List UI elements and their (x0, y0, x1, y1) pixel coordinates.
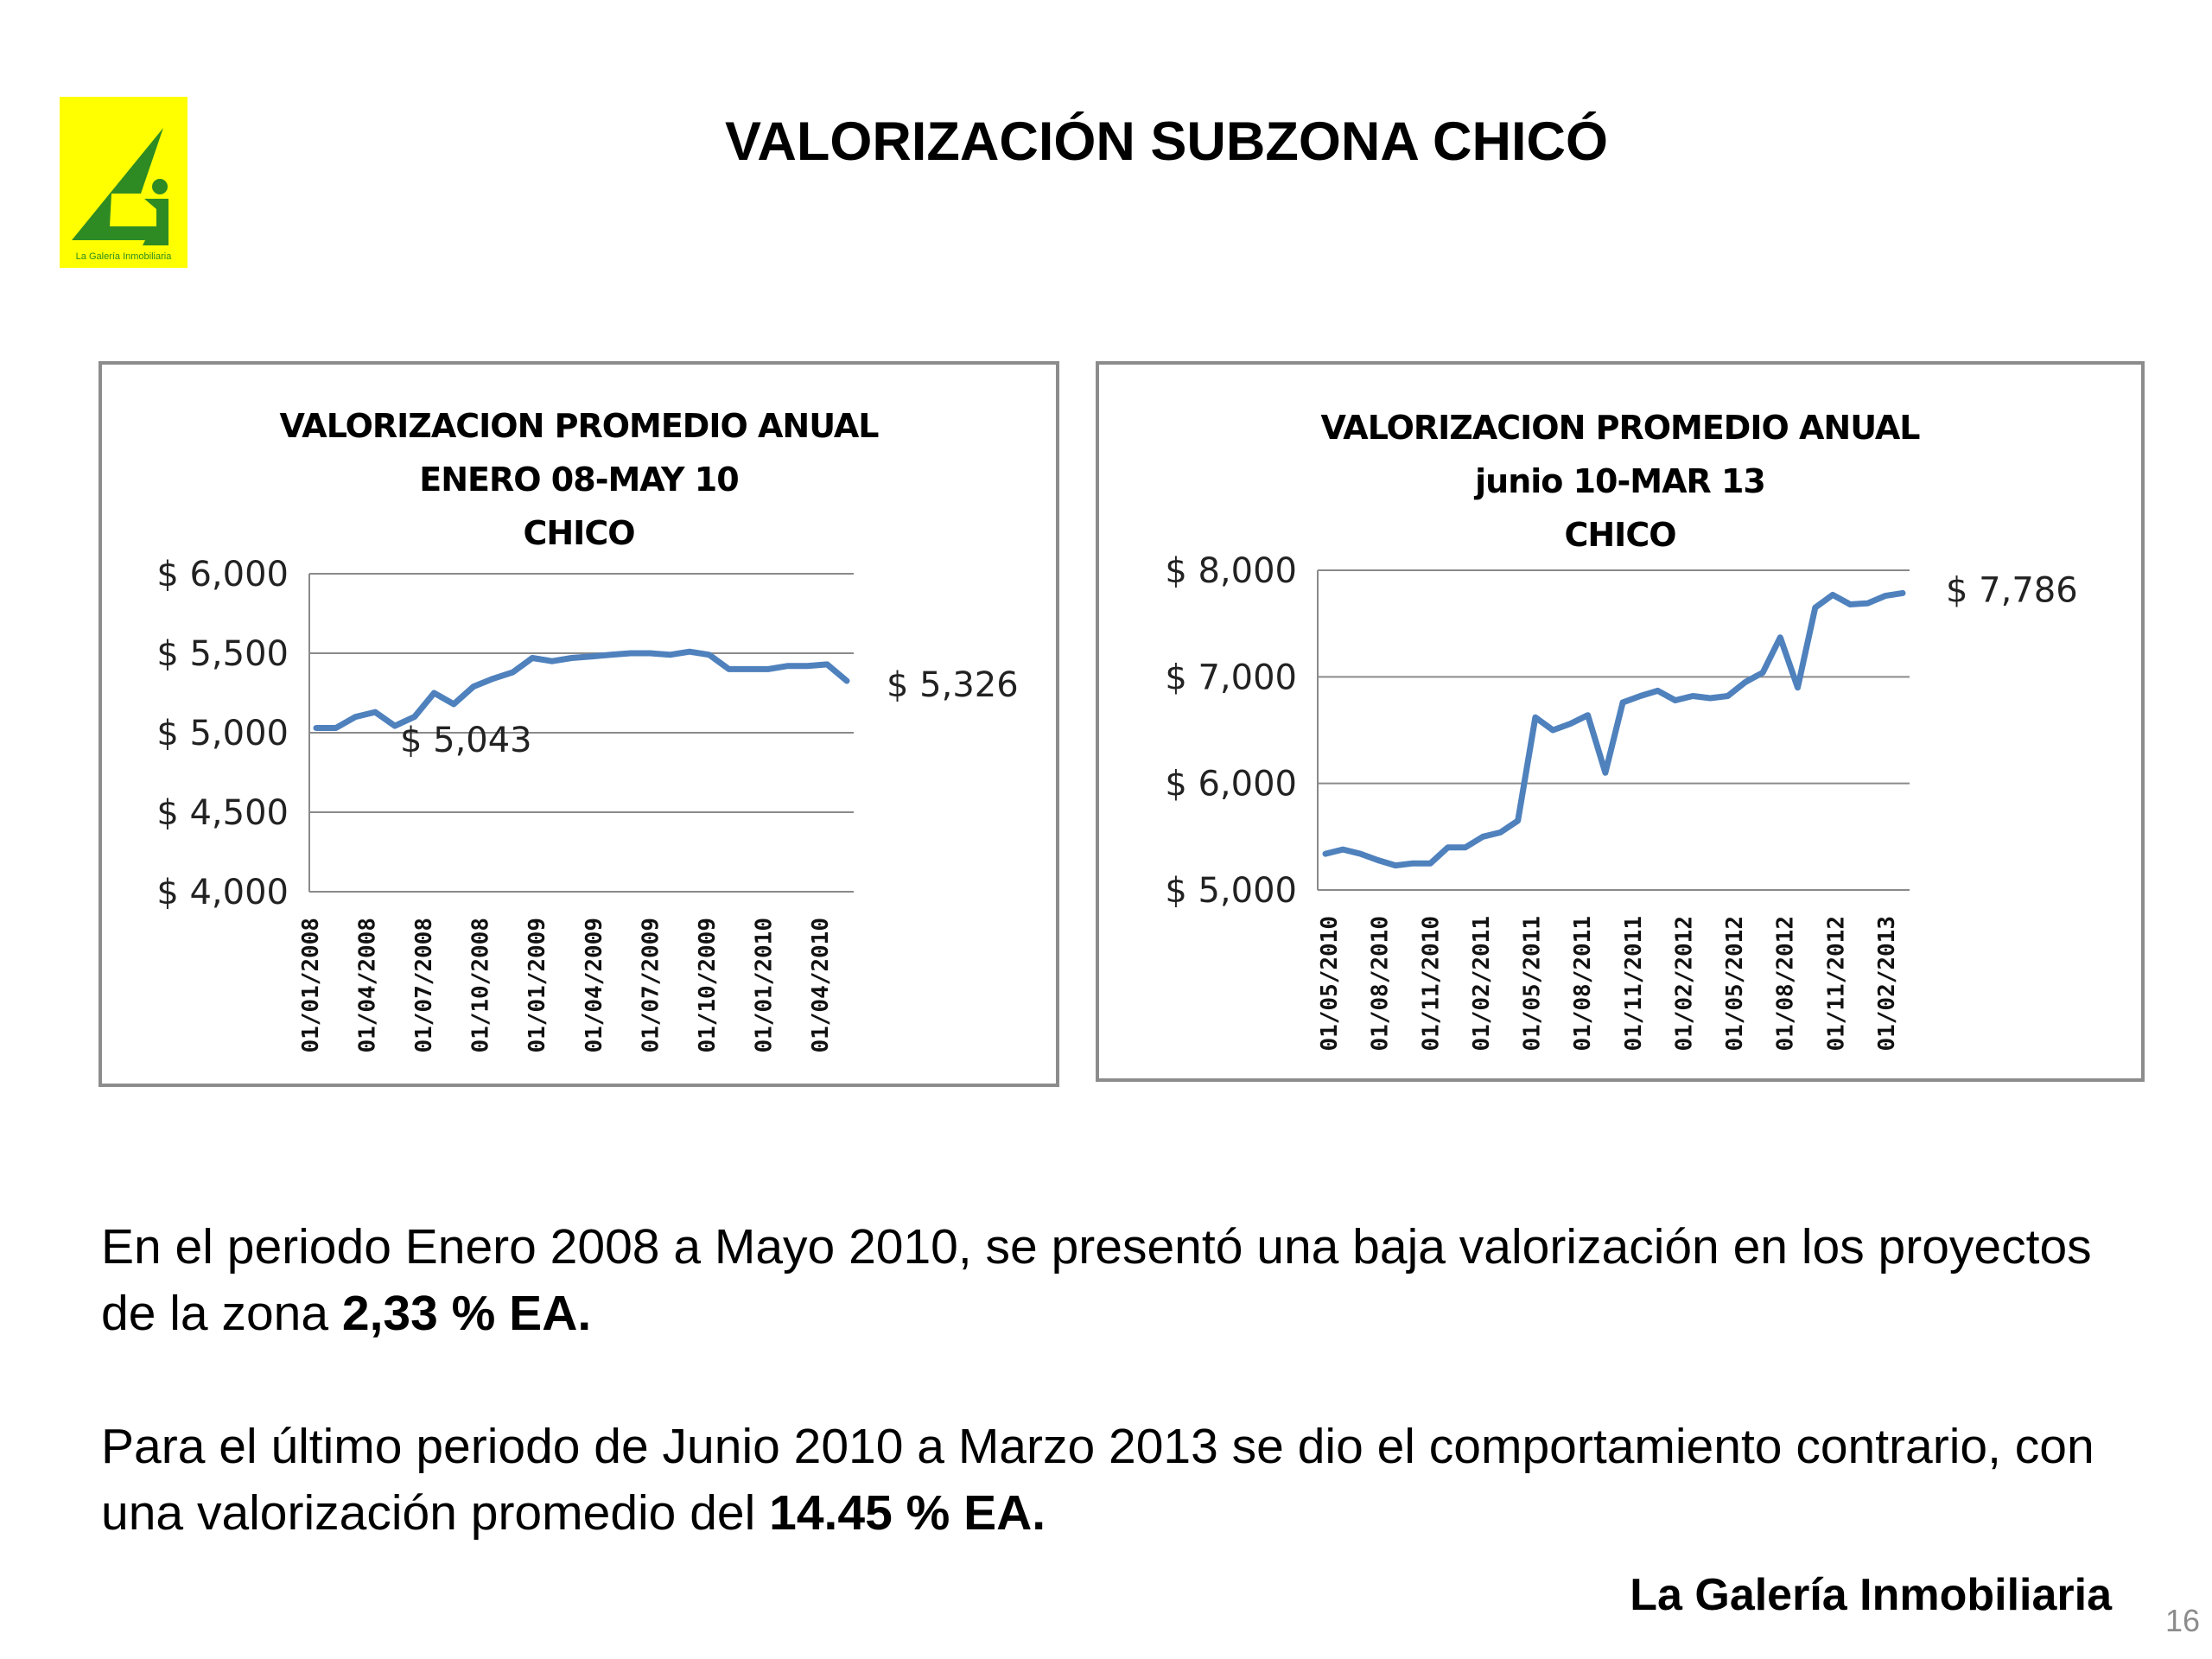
chart-2-y-tick-label: $ 6,000 (1165, 764, 1297, 804)
chart-2-x-tick-label: 01/02/2011 (1468, 916, 1495, 1052)
chart-2-data-point (1638, 695, 1642, 698)
slide-title: VALORIZACIÓN SUBZONA CHICÓ (725, 111, 1608, 172)
chart-1-data-point (766, 667, 770, 671)
chart-2-x-tick-label: 01/11/2011 (1620, 916, 1647, 1052)
chart-2-data-point (1708, 696, 1712, 700)
chart-1-y-tick-label: $ 5,000 (156, 714, 289, 753)
chart-1-data-point (806, 664, 810, 668)
chart-2-data-point (1674, 698, 1677, 702)
chart-1-data-point (472, 685, 475, 689)
chart-2-data-point (1901, 591, 1904, 594)
chart-1-data-point (432, 691, 435, 695)
chart-2-data-point (1534, 715, 1537, 719)
chart-2-title-line: CHICO (1564, 516, 1676, 554)
chart-1-data-point (825, 663, 829, 666)
paragraph-2-text: Para el último periodo de Junio 2010 a Marzo 2013 se dio el comportamiento contrario, con una valorización promedio del (101, 1419, 2094, 1541)
chart-1-title-line: CHICO (523, 514, 635, 552)
chart-2-data-point (1691, 695, 1694, 698)
chart-1-data-label: $ 5,326 (887, 665, 1019, 706)
chart-2-x-tick-label: 01/05/2010 (1317, 916, 1343, 1052)
logo-caption: La Galería Inmobiliaria (75, 251, 172, 262)
chart-1-data-point (531, 657, 534, 660)
chart-2-plot (1099, 365, 2141, 1078)
chart-2-data-point (1586, 714, 1590, 717)
chart-1-data-point (550, 659, 554, 663)
chart-1-title-line: VALORIZACION PROMEDIO ANUAL (279, 407, 879, 445)
chart-2-x-tick-label: 01/05/2012 (1722, 916, 1749, 1052)
chart-1-x-tick-label: 01/10/2008 (467, 918, 494, 1053)
chart-1-data-point (511, 671, 514, 674)
chart-2-data-point (1778, 636, 1782, 639)
chart-2-data-point (1394, 864, 1397, 868)
chart-2-series-line (1325, 593, 1903, 865)
chart-1-data-point (393, 724, 397, 728)
chart-2-x-tick-label: 01/11/2010 (1418, 916, 1445, 1052)
chart-1-y-tick-label: $ 6,000 (156, 555, 289, 594)
chart-1-plot (102, 365, 1056, 1084)
chart-1-x-tick-label: 01/07/2009 (638, 918, 664, 1053)
summary-paragraph-1 (101, 1214, 2132, 1347)
chart-2-data-point (1744, 681, 1747, 684)
chart-2-data-point (1516, 819, 1520, 823)
chart-2-data-point (1324, 852, 1327, 855)
chart-1-x-tick-label: 01/04/2008 (354, 918, 381, 1053)
chart-1-data-point (747, 667, 750, 671)
chart-2-x-tick-label: 01/02/2012 (1671, 916, 1698, 1052)
chart-1-x-tick-label: 01/01/2008 (298, 918, 324, 1053)
chart-2-data-point (1621, 701, 1624, 704)
chart-2-data-point (1428, 861, 1432, 865)
chart-1-title-line: ENERO 08-MAY 10 (419, 461, 739, 499)
chart-2-x-tick-label: 01/11/2012 (1823, 916, 1850, 1052)
chart-1-data-point (334, 726, 338, 729)
chart-1-data-point (353, 715, 357, 719)
chart-1-data-point (845, 679, 849, 683)
chart-2-data-point (1446, 846, 1450, 849)
chart-1-data-point (728, 667, 731, 671)
chart-1-x-tick-label: 01/10/2009 (694, 918, 721, 1053)
chart-2-title-line: junio 10-MAR 13 (1475, 462, 1765, 500)
logo-dot (152, 179, 168, 194)
chart-2-x-tick-label: 01/02/2013 (1874, 916, 1900, 1052)
chart-2-data-point (1358, 852, 1362, 855)
chart-2-data-point (1551, 728, 1554, 732)
chart-2-y-tick-label: $ 8,000 (1165, 551, 1297, 591)
chart-2-data-point (1796, 686, 1800, 690)
chart-1-data-point (315, 726, 318, 729)
chart-1-data-point (413, 715, 416, 719)
chart-2-x-tick-label: 01/08/2010 (1367, 916, 1394, 1052)
chart-2-title-line: VALORIZACION PROMEDIO ANUAL (1320, 409, 1920, 447)
chart-2-data-label: $ 7,786 (1946, 570, 2078, 611)
chart-2-data-point (1831, 593, 1834, 596)
chart-2-data-point (1464, 846, 1467, 849)
chart-2-data-point (1814, 606, 1817, 609)
chart-1-y-tick-label: $ 4,500 (156, 793, 289, 833)
chart-2-data-point (1376, 858, 1380, 861)
chart-1-x-tick-label: 01/07/2008 (411, 918, 438, 1053)
chart-1-y-tick-label: $ 4,000 (156, 873, 289, 912)
chart-2-data-point (1866, 601, 1870, 605)
chart-2-data-point (1341, 848, 1344, 851)
chart-1-x-tick-label: 01/01/2009 (524, 918, 551, 1053)
chart-2-data-point (1761, 671, 1764, 674)
chart-panel-2 (1096, 361, 2145, 1082)
chart-1-data-point (786, 664, 790, 668)
chart-1-data-point (629, 652, 632, 655)
paragraph-1-text: En el periodo Enero 2008 a Mayo 2010, se presentó una baja valorización en los proyectos de la zona (101, 1219, 2092, 1341)
chart-2-data-point (1481, 835, 1484, 838)
chart-1-y-tick-label: $ 5,500 (156, 634, 289, 674)
chart-1-data-label: $ 5,043 (399, 721, 532, 761)
chart-1-x-tick-label: 01/04/2009 (581, 918, 607, 1053)
chart-panel-1 (99, 361, 1059, 1087)
chart-2-data-point (1848, 602, 1852, 606)
chart-1-data-point (668, 653, 671, 657)
chart-2-data-point (1411, 861, 1414, 865)
chart-1-x-tick-label: 01/04/2010 (808, 918, 834, 1053)
chart-2-data-point (1656, 689, 1660, 692)
chart-2-data-point (1568, 722, 1572, 726)
chart-2-y-tick-label: $ 7,000 (1165, 658, 1297, 698)
chart-1-data-point (609, 653, 613, 657)
chart-1-series-line (316, 652, 847, 728)
summary-paragraph-2 (101, 1414, 2132, 1547)
paragraph-2-rate: 14.45 % EA. (769, 1485, 1046, 1541)
la-galeria-logo-icon (60, 97, 188, 268)
chart-2-x-tick-label: 01/05/2011 (1519, 916, 1546, 1052)
chart-1-data-point (649, 652, 652, 655)
chart-2-data-point (1604, 771, 1607, 774)
page-number: 16 (2164, 1603, 2200, 1638)
chart-1-data-point (688, 650, 691, 653)
chart-1-data-point (570, 657, 574, 660)
footer-brand: La Galería Inmobiliaria (1630, 1570, 2112, 1620)
chart-1-data-point (708, 653, 711, 657)
paragraph-1-rate: 2,33 % EA. (341, 1286, 592, 1341)
chart-2-data-point (1884, 594, 1887, 598)
chart-2-x-tick-label: 01/08/2011 (1570, 916, 1597, 1052)
chart-1-data-point (492, 677, 495, 680)
chart-1-x-tick-label: 01/01/2010 (751, 918, 778, 1053)
chart-1-data-point (589, 655, 593, 658)
chart-1-data-point (452, 702, 455, 706)
chart-1-data-point (373, 710, 377, 714)
chart-2-data-point (1726, 695, 1730, 698)
chart-2-x-tick-label: 01/08/2012 (1772, 916, 1799, 1052)
chart-2-y-tick-label: $ 5,000 (1165, 871, 1297, 911)
chart-2-data-point (1498, 830, 1502, 834)
